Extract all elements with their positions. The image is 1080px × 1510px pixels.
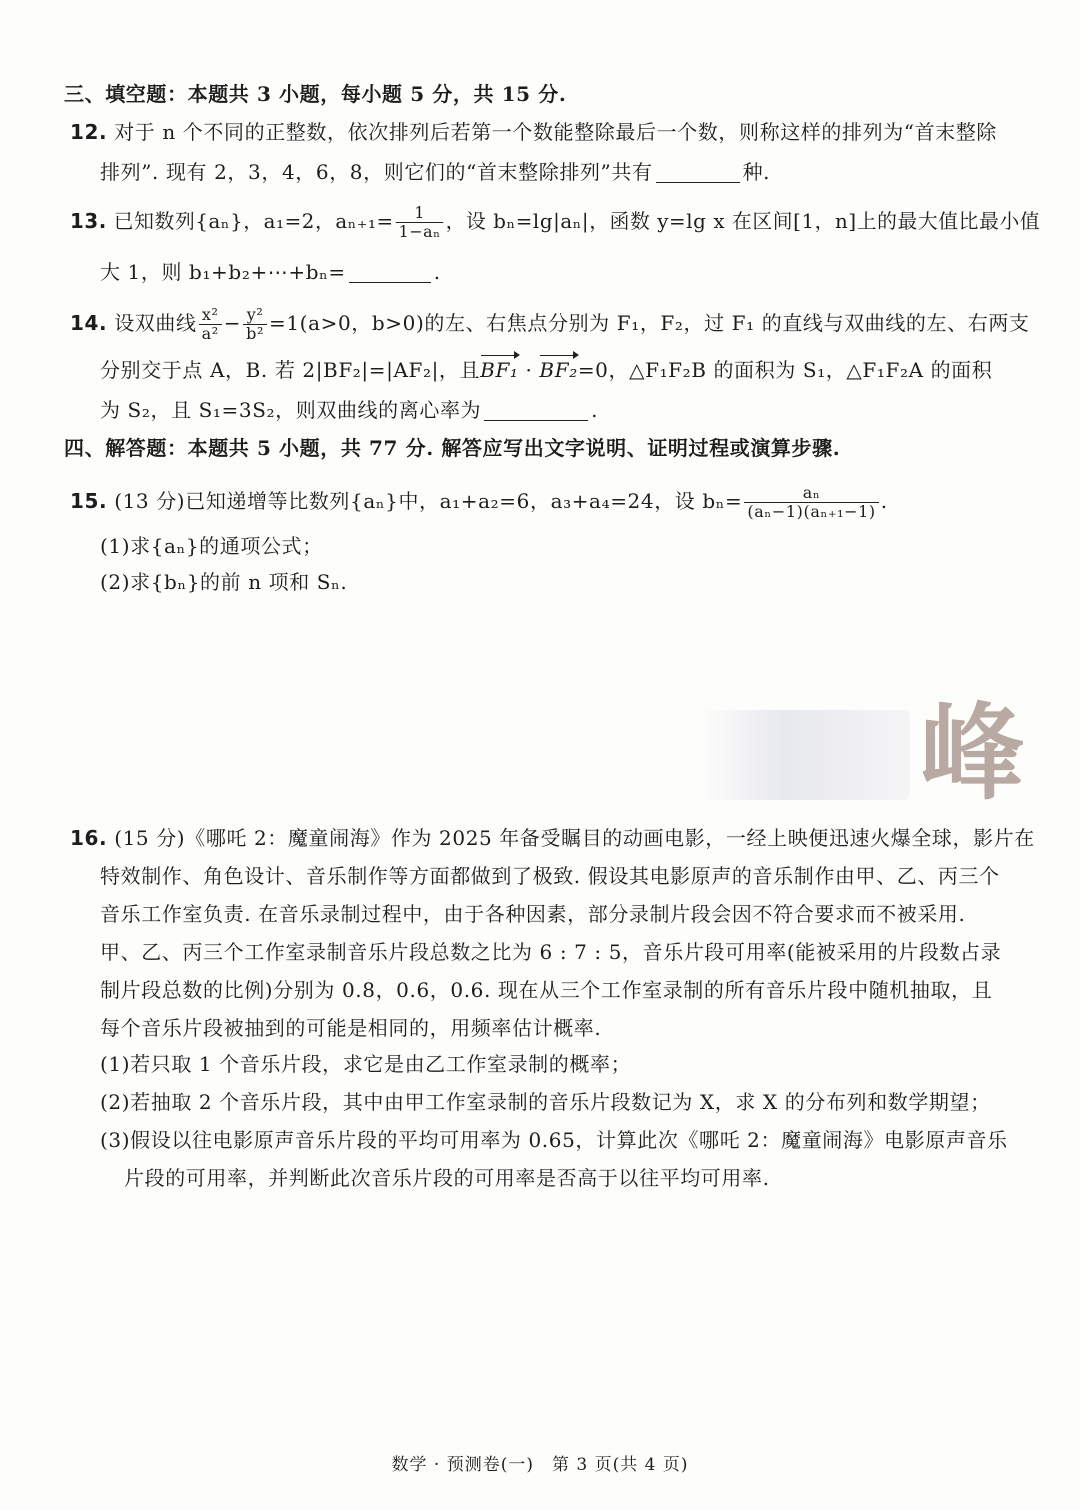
- q16-sub3a: (3)假设以往电影原声音乐片段的平均可用率为 0.65，计算此次《哪吒 2：魔童闹海》电影原声音乐: [100, 1128, 1008, 1152]
- q13-frac-den: 1−aₙ: [396, 222, 444, 241]
- q13-line1: [70, 204, 1040, 241]
- q14-number: 14.: [70, 311, 108, 335]
- q15-number: 15.: [70, 489, 108, 513]
- q15-frac-den: (aₙ−1)(aₙ₊₁−1): [744, 502, 878, 521]
- section4-heading: 四、解答题：本题共 5 小题，共 77 分. 解答应写出文字说明、证明过程或演算步骤.: [64, 436, 841, 460]
- page-footer: 数学 · 预测卷(一) 第 3 页(共 4 页): [391, 1455, 689, 1475]
- q14-fraction-x: [199, 306, 222, 343]
- q16-line2: 特效制作、角色设计、音乐制作等方面都做到了极致. 假设其电影原声的音乐制作由甲、乙、丙三个: [100, 864, 1000, 888]
- q14-line3: [100, 394, 598, 426]
- watermark-faint-area: [700, 710, 910, 800]
- q12-text1: 对于 n 个不同的正整数，依次排列后若第一个数能整除最后一个数，则称这样的排列为“首末整除: [114, 120, 998, 144]
- q16-number: 16.: [70, 826, 108, 850]
- q14-minus: −: [223, 311, 242, 335]
- q16-sub1: (1)若只取 1 个音乐片段，求它是由乙工作室录制的概率；: [100, 1052, 632, 1076]
- q14-text2b: =0，△F₁F₂B 的面积为 S₁，△F₁F₂A 的面积: [577, 358, 993, 382]
- section3-heading: 三、填空题：本题共 3 小题，每小题 5 分，共 15 分.: [64, 82, 567, 106]
- q15-frac-num: aₙ: [802, 483, 821, 502]
- q13-line2: [100, 256, 441, 288]
- q14-dot: ·: [518, 358, 540, 382]
- q14-text2a: 分别交于点 A，B. 若 2|BF₂|=|AF₂|，且: [100, 358, 481, 382]
- q15-sub1: (1)求{aₙ}的通项公式；: [100, 534, 323, 558]
- q14-frac1-den: a²: [199, 324, 222, 343]
- q16-line4: 甲、乙、丙三个工作室录制音乐片段总数之比为 6 : 7 : 5，音乐片段可用率(能被采用的片段数占录: [100, 940, 1002, 964]
- q15-text1b: .: [880, 489, 888, 513]
- q13-text2a: 大 1，则 b₁+b₂+⋯+bₙ=: [100, 260, 346, 284]
- q14-text1b: =1(a>0，b>0)的左、右焦点分别为 F₁，F₂，过 F₁ 的直线与双曲线的左、右两支: [268, 311, 1030, 335]
- q14-frac2-num: y²: [246, 305, 264, 324]
- q12-text2a: 排列”. 现有 2，3，4，6，8，则它们的“首末整除排列”共有: [100, 160, 653, 184]
- q14-vector-bf2: BF₂: [539, 354, 577, 386]
- q16-sub3b: 片段的可用率，并判断此次音乐片段的可用率是否高于以往平均可用率.: [124, 1166, 770, 1190]
- q15-sub2: (2)求{bₙ}的前 n 项和 Sₙ.: [100, 570, 348, 594]
- q14-answer-blank[interactable]: [484, 398, 588, 421]
- q12-text2b: 种.: [742, 160, 771, 184]
- q16-sub2: (2)若抽取 2 个音乐片段，其中由甲工作室录制的音乐片段数记为 X，求 X 的分布列和数学期望；: [100, 1090, 991, 1114]
- q13-text2b: .: [433, 260, 441, 284]
- q13-number: 13.: [70, 209, 107, 233]
- q16-line1: [70, 822, 1035, 854]
- q15-text1a: (13 分)已知递增等比数列{aₙ}中，a₁+a₂=6，a₃+a₄=24，设 bₙ=: [114, 489, 743, 513]
- q14-vector-bf1: BF₁: [480, 354, 518, 386]
- q14-text3b: .: [591, 398, 599, 422]
- q14-line1: [70, 306, 1030, 343]
- q16-text1: (15 分)《哪吒 2：魔童闹海》作为 2025 年备受瞩目的动画电影，一经上映便迅速火爆全球，影片在: [114, 826, 1035, 850]
- q14-text3a: 为 S₂，且 S₁=3S₂，则双曲线的离心率为: [100, 398, 482, 422]
- q14-line2: [100, 354, 992, 386]
- q13-text1b: ，设 bₙ=lg|aₙ|，函数 y=lg x 在区间[1，n]上的最大值比最小值: [445, 209, 1041, 233]
- q14-fraction-y: [243, 306, 267, 343]
- q16-line6: 每个音乐片段被抽到的可能是相同的，用频率估计概率.: [100, 1016, 602, 1040]
- q13-text1a: 已知数列{aₙ}，a₁=2，aₙ₊₁=: [113, 209, 394, 233]
- q14-frac1-num: x²: [201, 305, 219, 324]
- q16-line3: 音乐工作室负责. 在音乐录制过程中，由于各种因素，部分录制片段会因不符合要求而不被采用.: [100, 902, 966, 926]
- q12-number: 12.: [70, 120, 108, 144]
- q15-line1: [70, 484, 888, 521]
- q16-line5: 制片段总数的比例)分别为 0.8，0.6，0.6. 现在从三个工作室录制的所有音乐片段中随机抽取，且: [100, 978, 993, 1002]
- q12-line1: [70, 116, 997, 148]
- q14-frac2-den: b²: [243, 324, 267, 343]
- q14-text1a: 设双曲线: [114, 311, 197, 335]
- q13-answer-blank[interactable]: [349, 260, 431, 283]
- q15-fraction: [744, 484, 878, 521]
- q12-line2: [100, 156, 770, 188]
- q13-frac-num: 1: [414, 203, 425, 222]
- watermark-stamp: [700, 690, 1030, 820]
- q13-fraction: [396, 204, 444, 241]
- watermark-glyph: 峰: [919, 692, 1024, 814]
- q12-answer-blank[interactable]: [656, 160, 740, 183]
